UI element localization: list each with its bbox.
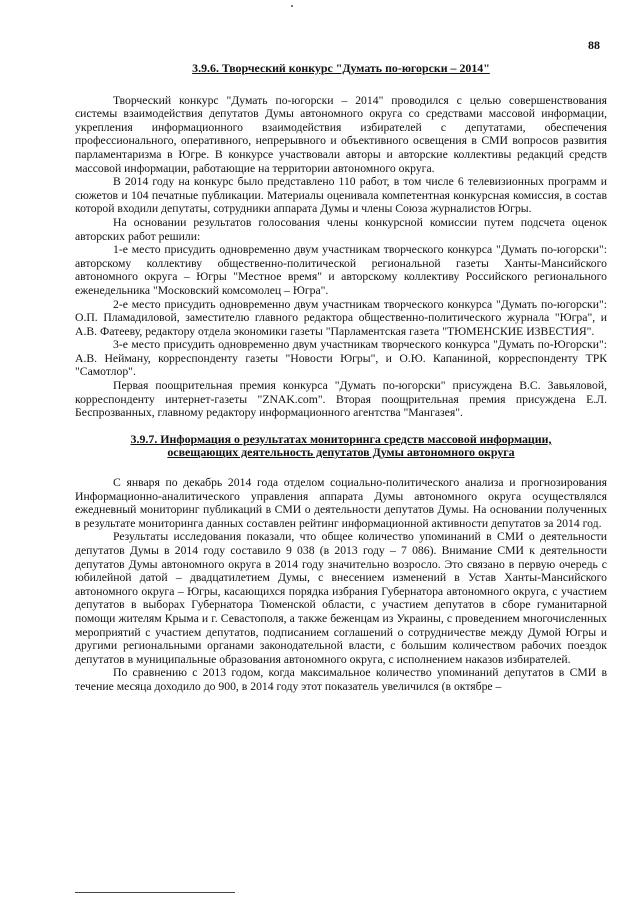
page-number: 88 bbox=[588, 38, 600, 52]
paragraph: Творческий конкурс "Думать по-югорски – 2014" проводился с целью совершенствования системы взаимодействия депутатов Думы автономного округа со средствами массовой информации, укрепления информационного взаимодействия избирателей с депутатами, обеспечения профессионального, оперативного, непрерывного и объективного освещения в СМИ вопросов развития парламентаризма в Югре. В конкурсе участвовали авторы и авторские коллективы редакций средств массовой информации, работающие на территории автономного округа. bbox=[75, 93, 607, 175]
section-3-9-7-body bbox=[75, 476, 607, 694]
footnote-separator bbox=[75, 892, 235, 893]
paragraph: Результаты исследования показали, что общее количество упоминаний в СМИ о деятельности депутатов Думы в 2014 году составило 9 038 (в 2013 году – 7 086). Внимание СМИ к деятельности депутатов Думы автономного округа в 2014 году значительно возросло. Это связано в первую очередь с юбилейной датой – двадцатилетием Думы, с внесением изменений в Устав Ханты-Мансийского автономного округа – Югры, касающихся порядка избрания Губернатора автономного округа, с участием депутатов в выборах Губернатора Тюменской области, с участием депутатов в сборе гуманитарной помощи жителям Крыма и г. Севастополя, а также беженцам из Украины, с проведением многочисленных мероприятий с участием депутатов, подписанием соглашений о сотрудничестве между Думой Югры и другими региональными органами законодательной власти, с большим количеством рабочих поездок депутатов в муниципальные образования автономного округа, с исполнением наказов избирателей. bbox=[75, 530, 607, 666]
paragraph: По сравнению с 2013 годом, когда максимальное количество упоминаний депутатов в СМИ в течение месяца доходило до 900, в 2014 году этот показатель увеличился (в октябре – bbox=[75, 666, 607, 693]
scan-speck bbox=[291, 5, 293, 7]
paragraph: 3-е место присудить одновременно двум участникам творческого конкурса "Думать по-Югорски": А.В. Нейману, корреспонденту газеты "Новости Югры", и О.Ю. Капаниной, корреспонденту ТРК "Самотлор". bbox=[75, 338, 607, 379]
paragraph: Первая поощрительная премия конкурса "Думать по-югорски" присуждена В.С. Завьяловой, корреспонденту интернет-газеты "ZNAK.com". Вторая поощрительная премия присуждена Е.Л. Беспрозванных, главному редактору информационного агентства "Мангазея". bbox=[75, 379, 607, 420]
paragraph: В 2014 году на конкурс было представлено 110 работ, в том числе 6 телевизионных программ и сюжетов и 104 печатные публикации. Материалы оценивала компетентная конкурсная комиссия, в состав которой входили депутаты, сотрудники аппарата Думы и члены Союза журналистов Югры. bbox=[75, 175, 607, 216]
paragraph: 2-е место присудить одновременно двум участникам творческого конкурса "Думать по-югорски": О.П. Пламадиловой, заместителю главного редактора общественно-политического журнала "Югра", и А.В. Фатееву, редактору отдела экономики газеты "Парламентская газета "ТЮМЕНСКИЕ ИЗВЕСТИЯ". bbox=[75, 297, 607, 338]
page-content bbox=[75, 62, 607, 694]
section-3-9-6-body bbox=[75, 94, 607, 420]
paragraph: 1-е место присудить одновременно двум участникам творческого конкурса "Думать по-югорски": авторскому коллективу общественно-политической региональной газеты Ханты-Мансийского автономного округа – Югры "Местное время" и авторскому коллективу Российского регионального еженедельника "Московский комсомолец – Югра". bbox=[75, 243, 607, 297]
section-heading-3-9-6: 3.9.6. Творческий конкурс "Думать по-югорски – 2014" bbox=[192, 61, 490, 75]
paragraph: На основании результатов голосования члены конкурсной комиссии путем подсчета оценок авторских работ решили: bbox=[75, 215, 607, 243]
section-heading-3-9-7: 3.9.7. Информация о результатах мониторинга средств массовой информации, освещающих деятельность депутатов Думы автономного округа bbox=[130, 431, 552, 460]
paragraph: С января по декабрь 2014 года отделом социально-политического анализа и прогнозирования Информационно-аналитического управления аппарата Думы автономного округа осуществлялся ежедневный мониторинг публикаций в СМИ о деятельности депутатов Думы. На основании полученных в результате мониторинга данных составлен рейтинг информационной активности депутатов за 2014 год. bbox=[75, 476, 607, 530]
